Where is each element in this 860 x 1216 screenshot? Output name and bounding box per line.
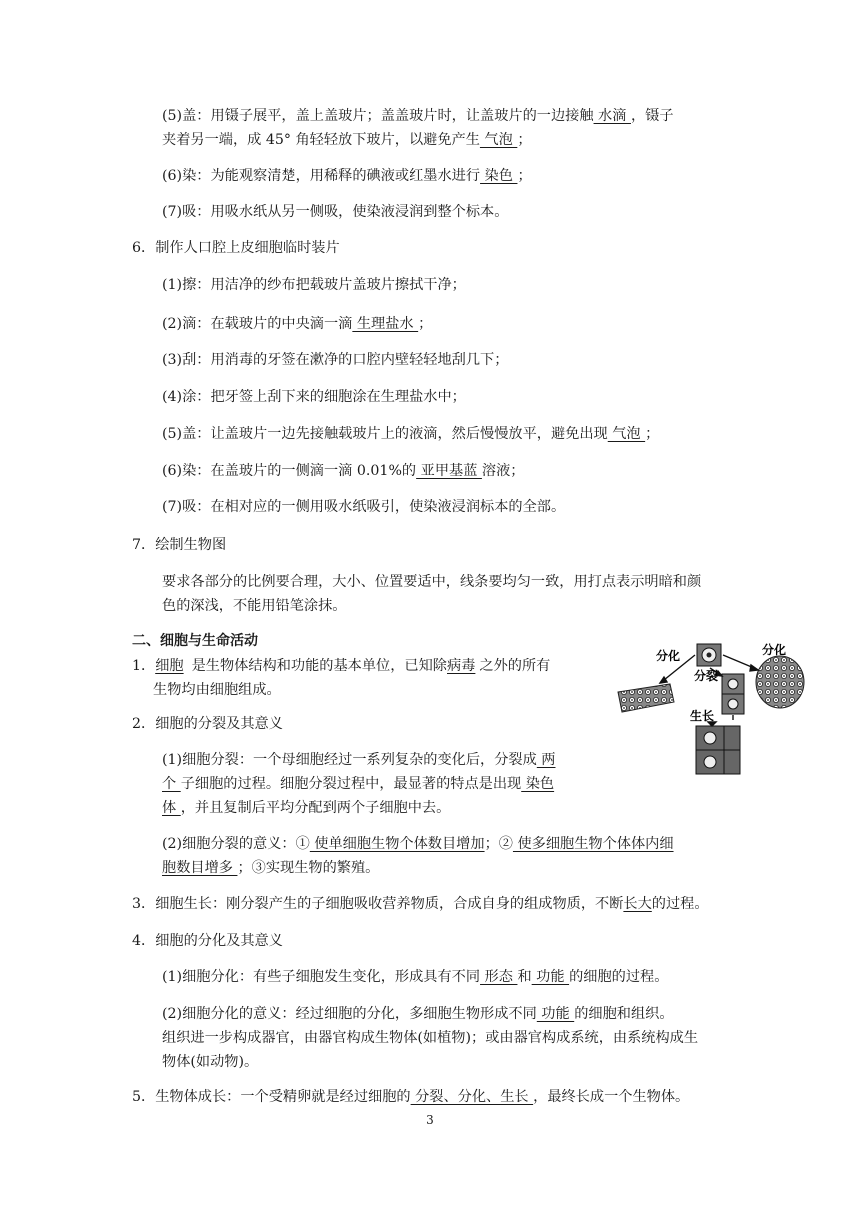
label-differentiation-right: 分化 (762, 643, 787, 657)
text-line: 个 子细胞的过程。细胞分裂过程中，最显著的特点是出现 染色 (162, 776, 555, 792)
part-heading: 二、细胞与生命活动 (132, 633, 258, 649)
text-line: (1)细胞分裂：一个母细胞经过一系列复杂的变化后，分裂成 两 (162, 752, 556, 768)
cell-division-figure (612, 640, 808, 775)
text-line: 胞数目增多 ；③实现生物的繁殖。 (162, 860, 380, 876)
section-heading: 2．细胞的分裂及其意义 (132, 716, 283, 732)
text-line: (3)刮：用消毒的牙签在漱净的口腔内壁轻轻地刮几下； (162, 352, 509, 368)
text-line: 组织进一步构成器官，由器官构成生物体(如植物)；或由器官构成系统，由系统构成生 (162, 1030, 699, 1046)
text-line: (1)细胞分化：有些子细胞发生变化，形成具有不同 形态 和 功能 的细胞的过程。 (162, 969, 669, 985)
tissue-left-image (618, 684, 674, 712)
answer-blank: 形态 (480, 969, 518, 985)
tissue-right-image (756, 656, 804, 708)
text-line: 体 ，并且复制后平均分配到两个子细胞中去。 (162, 800, 451, 816)
answer-blank: 胞数目增多 (162, 860, 238, 876)
text-line: (7)吸：用吸水纸从另一侧吸，使染液浸润到整个标本。 (162, 204, 509, 220)
section-heading: 6．制作人口腔上皮细胞临时装片 (132, 240, 340, 256)
answer-blank: 亚甲基蓝 (416, 463, 482, 479)
answer-blank: 使单细胞生物个体数目增加 (309, 836, 485, 852)
text-line: (6)染：为能观察清楚，用稀释的碘液或红墨水进行 染色 ； (162, 168, 532, 184)
page-number: 3 (426, 1113, 434, 1127)
text-line: (2)滴：在载玻片的中央滴一滴 生理盐水 ； (162, 316, 433, 332)
answer-blank: 使多细胞生物个体体内细 (512, 836, 674, 852)
grown-cells-image (696, 726, 740, 774)
answer-blank: 染色 (480, 168, 518, 184)
answer-blank: 气泡 (479, 132, 518, 148)
section-heading: 7．绘制生物图 (132, 537, 227, 553)
text-line: 夹着另一端，成 45° 角轻轻放下玻片，以避免产生 气泡 ； (162, 132, 532, 148)
answer-blank: 功能 (536, 1006, 575, 1022)
text-line: 色的深浅，不能用铅笔涂抹。 (162, 598, 347, 614)
answer-blank: 两 (536, 752, 556, 768)
text-line: 生物均由细胞组成。 (153, 682, 281, 698)
section-heading: 4．细胞的分化及其意义 (132, 933, 283, 949)
text-line: 5．生物体成长：一个受精卵就是经过细胞的 分裂、分化、生长 ，最终长成一个生物体。 (132, 1089, 690, 1105)
text-line: (2)细胞分化的意义：经过细胞的分化，多细胞生物形成不同 功能 的细胞和组织。 (162, 1006, 674, 1022)
label-division: 分裂 (694, 669, 719, 683)
text-line: 3．细胞生长：刚分裂产生的子细胞吸收营养物质，合成自身的组成物质，不断长大的过程。 (132, 896, 709, 912)
answer-blank: 个 (162, 776, 181, 792)
label-growth: 生长 (690, 709, 715, 723)
text-line: (5)盖：用镊子展平，盖上盖玻片；盖盖玻片时，让盖玻片的一边接触 水滴 ，镊子 (162, 108, 674, 124)
answer-blank: 细胞 (155, 658, 184, 674)
answer-blank: 染色 (521, 776, 555, 792)
text-line: 物体(如动物)。 (162, 1054, 259, 1070)
answer-blank: 生理盐水 (352, 316, 419, 332)
divided-cells-image (722, 674, 744, 714)
answer-blank: 体 (162, 800, 181, 816)
answer-blank: 病毒 (447, 658, 476, 674)
text-line: 1．细胞 是生物体结构和功能的基本单位，已知除病毒 之外的所有 (132, 658, 551, 674)
answer-blank: 分裂、分化、生长 (410, 1089, 534, 1105)
text-line: (1)擦：用洁净的纱布把载玻片盖玻片擦拭干净； (162, 277, 466, 293)
text-line: (7)吸：在相对应的一侧用吸水纸吸引，使染液浸润标本的全部。 (162, 499, 566, 515)
label-differentiation-left: 分化 (656, 649, 681, 663)
answer-blank: 功能 (531, 969, 570, 985)
text-line: (5)盖：让盖玻片一边先接触载玻片上的液滴，然后慢慢放平，避免出现 气泡 ； (162, 426, 660, 442)
text-line: (6)染：在盖玻片的一侧滴一滴 0.01%的 亚甲基蓝 溶液； (162, 463, 525, 479)
single-cell-image (697, 644, 721, 666)
answer-blank: 气泡 (607, 426, 646, 442)
text-line: (2)细胞分裂的意义：① 使单细胞生物个体数目增加；② 使多细胞生物个体体内细 (162, 836, 674, 852)
answer-blank: 水滴 (593, 108, 631, 124)
text-line: 要求各部分的比例要合理，大小、位置要适中，线条要均匀一致，用打点表示明暗和颜 (162, 574, 702, 590)
answer-blank: 长大 (623, 896, 652, 912)
text-line: (4)涂：把牙签上刮下来的细胞涂在生理盐水中； (162, 389, 466, 405)
